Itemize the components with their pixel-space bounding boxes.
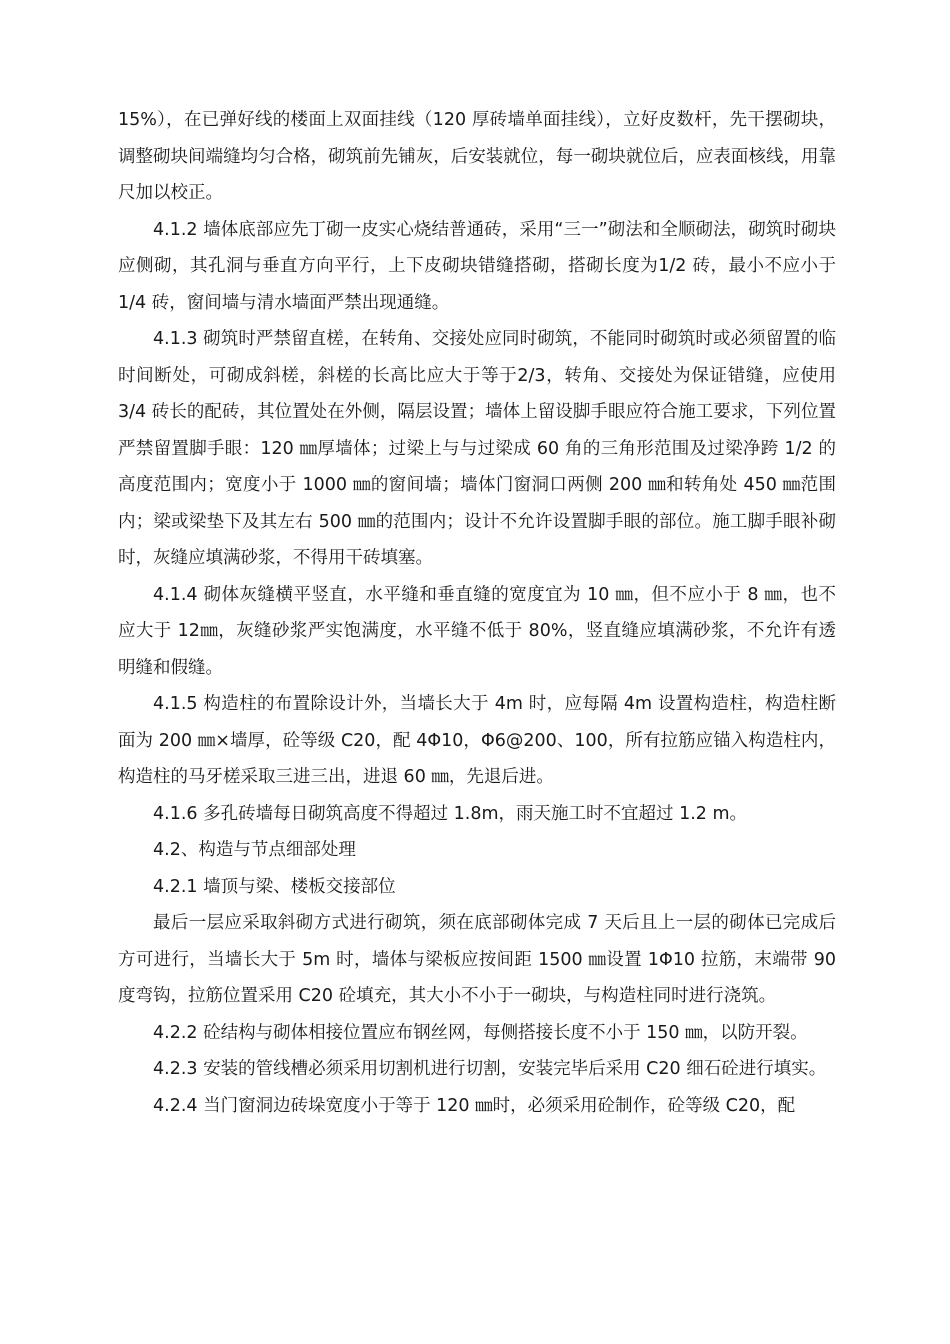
paragraph-4-2-2: 4.2.2 砼结构与砌体相接位置应布钢丝网，每侧搭接长度不小于 150 ㎜，以防开裂。 (153, 1022, 808, 1043)
paragraph-4-2-1-body: 最后一层应采取斜砌方式进行砌筑，须在底部砌体完成 7 天后且上一层的砌体已完成后方可进行，当墙长大于 5m 时，墙体与梁板应按间距 1500 ㎜设置 1Φ10 拉筋，末端带 90 度弯钩，拉筋位置采用 C20 砼填充，其大小不小于一砌块，与构造柱同时进行浇筑。 (118, 913, 836, 1006)
paragraph-4-1-5: 4.1.5 构造柱的布置除设计外，当墙长大于 4m 时，应每隔 4m 设置构造柱，构造柱断面为 200 ㎜×墙厚，砼等级 C20，配 4Φ10，Φ6@200、100，所有拉筋应锚入构造柱内，构造柱的马牙槎采取三进三出，进退 60 ㎜，先退后进。 (118, 694, 836, 787)
paragraph-4-1-6: 4.1.6 多孔砖墙每日砌筑高度不得超过 1.8m，雨天施工时不宜超过 1.2 m。 (153, 803, 748, 824)
paragraph-4-1-3: 4.1.3 砌筑时严禁留直槎，在转角、交接处应同时砌筑，不能同时砌筑时或必须留置的临时间断处，可砌成斜槎，斜槎的长高比应大于等于2/3，转角、交接处为保证错缝，应使用 3/4 砖长的配砖，其位置处在外侧，隔层设置；墙体上留设脚手眼应符合施工要求，下列位置严禁留置脚手眼：120 ㎜厚墙体；过梁上与与过梁成 60 角的三角形范围及过梁净跨 1/2 的高度范围内；宽度小于 1000 ㎜的窗间墙；墙体门窗洞口两侧 200 ㎜和转角处 450 ㎜范围内；梁或梁垫下及其左右 500 ㎜的范围内；设计不允许设置脚手眼的部位。施工脚手眼补砌时，灰缝应填满砂浆，不得用干砖填塞。 (118, 329, 836, 568)
paragraph-4-1-2: 4.1.2 墙体底部应先丁砌一皮实心烧结普通砖，采用“三一”砌法和全顺砌法，砌筑时砌块应侧砌，其孔洞与垂直方向平行，上下皮砌块错缝搭砌，搭砌长度为1/2 砖，最小不应小于 1/4 砖，窗间墙与清水墙面严禁出现通缝。 (118, 219, 836, 313)
paragraph-4-2-3: 4.2.3 安装的管线槽必须采用切割机进行切割，安装完毕后采用 C20 细石砼进行填实。 (153, 1059, 827, 1079)
paragraph-4-2-4: 4.2.4 当门窗洞边砖垛宽度小于等于 120 ㎜时，必须采用砼制作，砼等级 C20，配 (153, 1095, 796, 1116)
section-heading-4-2: 4.2、构造与节点细部处理 (153, 840, 356, 860)
paragraph-4-1-4: 4.1.4 砌体灰缝横平竖直，水平缝和垂直缝的宽度宜为 10 ㎜，但不应小于 8 ㎜，也不应大于 12㎜，灰缝砂浆严实饱满度，水平缝不低于 80%，竖直缝应填满砂浆，不允许有透明缝和假缝。 (118, 584, 836, 678)
paragraph-continued-text: 15%），在已弹好线的楼面上双面挂线（120 厚砖墙单面挂线），立好皮数杆，先干摆砌块，调整砌块间端缝均匀合格，砌筑前先铺灰，后安装就位，每一砌块就位后，应表面核线，用靠尺加以校正。 (118, 110, 836, 203)
document-body (118, 102, 836, 1124)
subsection-heading-4-2-1: 4.2.1 墙顶与梁、楼板交接部位 (153, 876, 396, 897)
